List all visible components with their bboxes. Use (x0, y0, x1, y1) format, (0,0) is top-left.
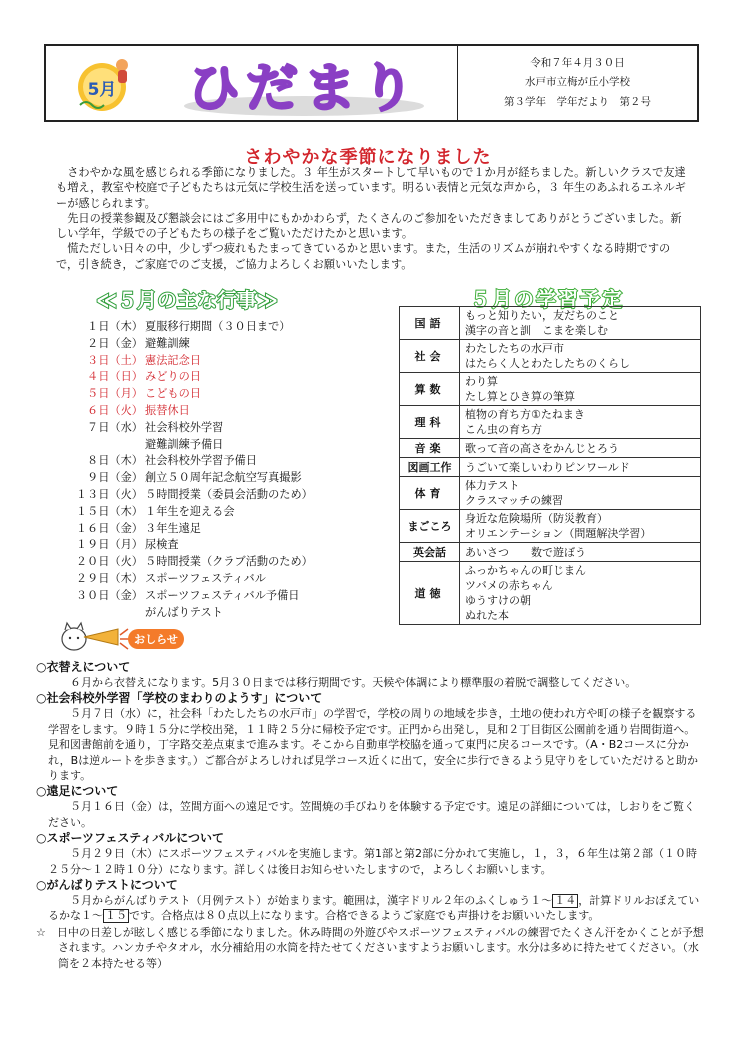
event-row (60, 420, 390, 437)
event-row (60, 537, 390, 554)
event-date: ５日（月） (87, 387, 143, 401)
hidamari-title-logo (154, 50, 454, 124)
study-schedule-table (399, 306, 701, 625)
schedule-row (400, 406, 701, 439)
event-text: 尿検査 (145, 538, 179, 552)
event-text: こどもの日 (145, 387, 201, 401)
event-date: ２０日（火） (75, 555, 143, 569)
schedule-row (400, 477, 701, 510)
notice-heading: ○がんばりテストについて (36, 878, 178, 893)
subject-cell: 算数 (400, 373, 460, 406)
content-line: ふっかちゃんの町じまん (465, 564, 586, 577)
event-date: ４日（日） (87, 370, 143, 384)
newsletter-header (44, 44, 699, 122)
content-cell (460, 458, 701, 477)
schedule-row (400, 340, 701, 373)
event-row (60, 353, 390, 370)
event-date: １６日（金） (75, 521, 143, 535)
content-line: ツバメの赤ちゃん (465, 579, 553, 592)
content-cell (460, 373, 701, 406)
event-text: 振替休日 (145, 403, 190, 417)
issue-date: 令和７年４月３０日 (530, 56, 625, 69)
content-line: たし算とひき算の筆算 (465, 390, 575, 403)
content-line: オリエンテーション（問題解決学習） (465, 527, 652, 540)
subject-cell: 理科 (400, 406, 460, 439)
event-text: スポーツフェスティバル (145, 571, 266, 585)
events-title (72, 283, 302, 315)
subject-cell: 国語 (400, 307, 460, 340)
subject-cell: 音楽 (400, 439, 460, 458)
notice-heading: ○遠足について (36, 784, 119, 799)
oshirase-cat-illustration (58, 615, 188, 655)
event-date: ８日（木） (87, 454, 143, 468)
issue-number: 第３学年 学年だより 第２号 (504, 95, 651, 108)
boxed-number: １５ (105, 909, 127, 923)
event-text: スポーツフェスティバル予備日 (145, 588, 300, 602)
subject-cell: 英会話 (400, 543, 460, 562)
notice-body: ６月から衣替えになります。5月３０日までは移行期間です。天候や体調により標準服の着脱で調整してください。 (70, 676, 637, 689)
event-date: １日（木） (87, 320, 143, 333)
event-date: ２日（金） (87, 336, 143, 350)
content-line: 歌って音の高さをかんじとろう (465, 441, 619, 455)
content-cell (460, 439, 701, 458)
content-line: もっと知りたい，友だちのこと (465, 309, 619, 322)
intro-paragraph: さわやかな風を感じられる季節になりました。３ 年生がスタートして早いもので１か月が経ちました。新しいクラスで友達も増え，教室や校庭で子どもたちは元気に学校生活を送っています。明るい表情と元気な声から，３ 年生のあふれるエネルギーが感じられます。 (56, 166, 686, 210)
event-date: ２９日（木） (75, 571, 143, 585)
event-text: 社会科校外学習予備日 (145, 454, 257, 468)
main-headline: さわやかな季節になりました (244, 147, 492, 168)
event-text: １年生を迎える会 (145, 504, 235, 518)
content-line: 漢字の音と訓 こまを楽しむ (465, 324, 608, 337)
event-date: ３０日（金） (75, 588, 143, 602)
event-date: ７日（水） (87, 420, 143, 434)
notice-text: です。合格点は８０点以上になります。合格できるようご家庭でも声掛けをお願いいたします。 (129, 909, 600, 923)
notices-section (36, 659, 704, 971)
schedule-row (400, 562, 701, 625)
event-text: 憲法記念日 (145, 353, 201, 367)
event-text: 創立５０周年記念航空写真撮影 (145, 471, 302, 485)
event-row (60, 403, 390, 420)
schedule-row (400, 439, 701, 458)
content-line: うごいて楽しいわりピンワールド (465, 460, 630, 474)
content-line: あいさつ 数で遊ぼう (465, 545, 586, 559)
event-text: 避難訓練 (145, 336, 190, 350)
schedule-title-text: ５月の学習予定 (470, 287, 624, 311)
schedule-row (400, 307, 701, 340)
event-date: ９日（金） (87, 471, 143, 485)
event-text: ３年生遠足 (145, 521, 201, 535)
content-line: こん虫の育ち方 (465, 423, 542, 436)
header-info (458, 46, 697, 120)
event-row (60, 487, 390, 504)
event-row (60, 386, 390, 403)
event-row (60, 437, 390, 454)
content-cell (460, 406, 701, 439)
content-cell (460, 307, 701, 340)
content-cell (460, 340, 701, 373)
subject-cell: 体育 (400, 477, 460, 510)
content-line: はたらく人とわたしたちのくらし (465, 357, 630, 370)
content-line: 植物の育ち方①たねまき (465, 408, 585, 421)
events-list (60, 319, 390, 621)
schedule-row (400, 510, 701, 543)
event-text: 社会科校外学習 (145, 420, 224, 434)
content-line: わたしたちの水戸市 (465, 342, 564, 355)
event-row (60, 554, 390, 571)
event-date: ６日（火） (87, 403, 143, 417)
content-line: クラスマッチの練習 (465, 494, 564, 507)
schedule-row (400, 458, 701, 477)
event-text: ５時間授業（クラブ活動のため） (145, 555, 313, 569)
event-date: １９日（月） (75, 538, 143, 552)
content-cell (460, 562, 701, 625)
subject-cell: まごころ (400, 510, 460, 543)
event-date: １３日（火） (75, 487, 143, 501)
title-area (46, 46, 458, 120)
schedule-row (400, 373, 701, 406)
event-row (60, 453, 390, 470)
content-cell (460, 477, 701, 510)
event-text: 避難訓練予備日 (145, 437, 224, 451)
badge-text: 5月 (87, 80, 117, 100)
intro-text (56, 165, 692, 272)
notice-text: ，計算ドリルおぼえているかな１～ (48, 894, 700, 923)
event-row (60, 319, 390, 336)
notice-body: ５月２９日（木）にスポーツフェスティバルを実施します。第1部と第2部に分かれて実施し，１，３，６年生は第２部（１０時２５分～１２時１０分）になります。詳しくは後日お知らせいたしますので，よろしくお願いします。 (48, 847, 698, 876)
intro-paragraph: 先日の授業参観及び懇談会にはご多用中にもかかわらず，たくさんのご参加をいただきましてありがとうございました。新しい学年，学級での子どもたちの様子をご覧いただけたかと思います。 (56, 211, 682, 241)
closing-note: ☆ 日中の日差しが眩しく感じる季節になりました。休み時間の外遊びやスポーツフェスティバルの練習でたくさん汗をかくことが予想されます。ハンカチやタオル，水分補給用の水筒を持たせてくださいますようお願いします。水分は多めに持たせてください。（水筒を２本持たせる等） (36, 925, 704, 970)
event-date: １５日（木） (75, 504, 143, 518)
newsletter-title: ひだまり (187, 59, 421, 119)
subject-cell: 図画工作 (400, 458, 460, 477)
notice-text: ５月からがんばりテスト（月例テスト）が始まります。範囲は，漢字ドリル２年のふくしゅう１～ (70, 894, 553, 908)
event-row (60, 504, 390, 521)
content-line: 体力テスト (465, 479, 520, 492)
content-cell (460, 543, 701, 562)
event-row (60, 369, 390, 386)
event-row (60, 470, 390, 487)
content-line: ぬれた本 (465, 609, 509, 622)
content-line: 身近な危険場所（防災教育） (465, 512, 608, 525)
event-date: ３日（土） (87, 353, 143, 367)
school-name: 水戸市立梅が丘小学校 (525, 76, 630, 89)
event-row (60, 521, 390, 538)
schedule-row (400, 543, 701, 562)
content-line: ゆうすけの朝 (465, 594, 531, 607)
events-title-text: ≪５月の主な行事≫ (96, 288, 278, 312)
event-text: がんばりテスト (145, 605, 223, 619)
notice-heading: ○社会科校外学習「学校のまわりのようす」について (36, 691, 323, 706)
subject-cell: 社会 (400, 340, 460, 373)
notice-body: ５月７日（水）に，社会科「わたしたちの水戸市」の学習で，学校の周りの地域を歩き，土地の使われ方や町の様子を観察する学習をします。９時１５分に学校出発，１１時２５分に帰校予定です。正門から出発し，見和２丁目街区公園前を通り岩間街道へ。見和図書館前を通り，丁字路交差点東まで進みます。そこから自動車学校脇を通って東門に戻るコースです。（A・B2コースに分かれ，Bは逆ルートを歩きます。）ご都合がよろしければ見学コース近くに出て，安全に歩行できるよう見守りをしていただけると助かります。 (48, 707, 699, 783)
oshirase-label: おしらせ (134, 633, 178, 646)
event-text: 夏服移行期間（３０日まで） (145, 320, 291, 333)
notice-heading: ○衣替えについて (36, 660, 131, 674)
notice-body (36, 893, 704, 924)
notice-body: ５月１６日（金）は，笠間方面への遠足です。笠間焼の手びねりを体験する予定です。遠足の詳細については，しおりをご覧ください。 (48, 800, 696, 829)
event-row (60, 336, 390, 353)
intro-paragraph: 慌ただしい日々の中，少しずつ疲れもたまってきているかと思います。また，生活のリズムが崩れやすくなる時期ですので，引き続き，ご家庭でのご支援，ご協力よろしくお願いいたします。 (56, 242, 671, 271)
event-text: みどりの日 (145, 370, 201, 384)
boxed-number: １４ (554, 894, 577, 908)
event-row (60, 588, 390, 605)
content-line: わり算 (465, 375, 498, 388)
may-badge-icon (72, 55, 136, 115)
event-text: ５時間授業（委員会活動のため） (145, 487, 313, 501)
notice-heading: ○スポーツフェスティバルについて (36, 831, 224, 846)
subject-cell: 道徳 (400, 562, 460, 625)
content-cell (460, 510, 701, 543)
event-row (60, 571, 390, 588)
